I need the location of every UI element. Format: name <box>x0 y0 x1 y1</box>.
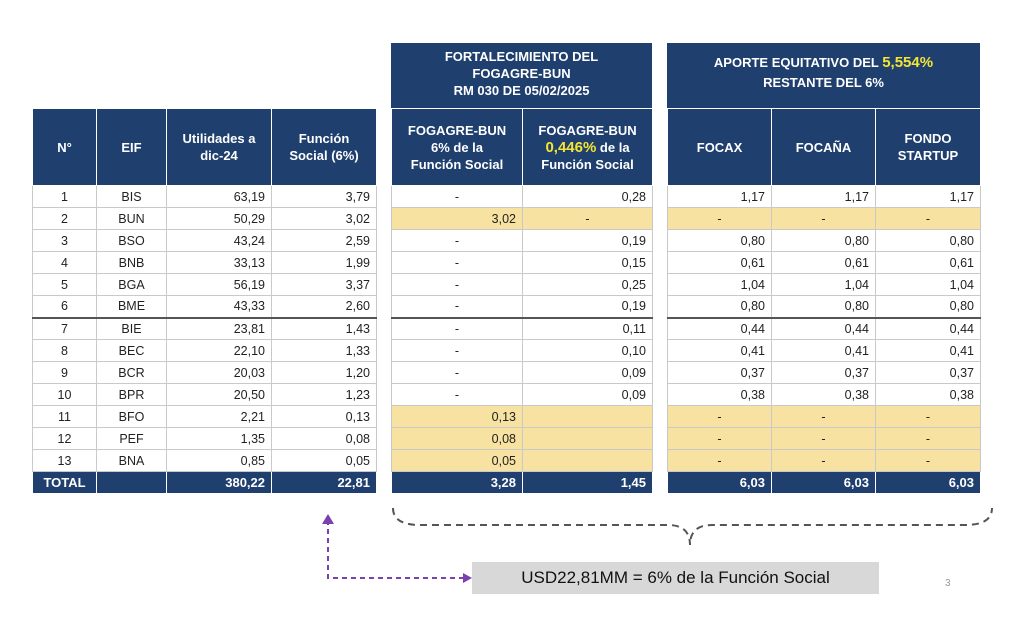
right-cell: 1,04 <box>876 274 981 296</box>
left-cell: PEF <box>97 428 167 450</box>
header-fondo-startup: FONDO STARTUP <box>876 109 981 186</box>
mid-cell: 0,13 <box>392 406 523 428</box>
left-cell: 0,85 <box>167 450 272 472</box>
right-cell: 1,04 <box>772 274 876 296</box>
right-title-accent: 5,554% <box>882 54 934 71</box>
right-cell: 0,80 <box>876 296 981 318</box>
left-cell: 9 <box>33 362 97 384</box>
left-cell: 22,10 <box>167 340 272 362</box>
mid-cell: 0,09 <box>523 362 653 384</box>
left-cell: BIS <box>97 186 167 208</box>
total-cell: 380,22 <box>167 472 272 494</box>
right-cell: 0,38 <box>772 384 876 406</box>
right-cell: 0,41 <box>668 340 772 362</box>
left-cell: 1,33 <box>272 340 377 362</box>
left-cell: 6 <box>33 296 97 318</box>
left-cell: 11 <box>33 406 97 428</box>
total-cell: 3,28 <box>392 472 523 494</box>
right-title-line2: RESTANTE DEL 6% <box>763 75 884 90</box>
left-cell: 12 <box>33 428 97 450</box>
mid-title-line2: FOGAGRE-BUN <box>472 66 571 81</box>
right-cell: - <box>772 208 876 230</box>
right-cell: - <box>876 450 981 472</box>
right-cell: - <box>668 428 772 450</box>
right-cell: 0,44 <box>772 318 876 340</box>
total-cell: 1,45 <box>523 472 653 494</box>
mid-cell: 0,19 <box>523 230 653 252</box>
mid-cell: 0,15 <box>523 252 653 274</box>
mid-col2-line3: Función Social <box>541 156 634 172</box>
mid-cell: 0,05 <box>392 450 523 472</box>
left-cell: 2,21 <box>167 406 272 428</box>
mid-cell: - <box>523 208 653 230</box>
mid-cell: - <box>392 186 523 208</box>
total-cell: TOTAL <box>33 472 97 494</box>
mid-cell: 0,11 <box>523 318 653 340</box>
page-number: 3 <box>945 578 951 589</box>
left-cell: 1,43 <box>272 318 377 340</box>
left-cell: 1,23 <box>272 384 377 406</box>
left-cell: 2,60 <box>272 296 377 318</box>
left-cell: 1,35 <box>167 428 272 450</box>
left-cell: 7 <box>33 318 97 340</box>
right-cell: 0,80 <box>876 230 981 252</box>
left-cell: 23,81 <box>167 318 272 340</box>
right-cell: - <box>772 450 876 472</box>
left-cell: 4 <box>33 252 97 274</box>
right-cell: 0,44 <box>876 318 981 340</box>
right-title-pre: APORTE EQUITATIVO DEL <box>713 55 883 70</box>
left-cell: BUN <box>97 208 167 230</box>
left-cell: BPR <box>97 384 167 406</box>
right-cell: - <box>876 406 981 428</box>
mid-cell: - <box>392 362 523 384</box>
right-cell: 0,41 <box>876 340 981 362</box>
left-cell: 0,08 <box>272 428 377 450</box>
mid-cell: 0,19 <box>523 296 653 318</box>
right-cell: - <box>668 450 772 472</box>
left-cell: 43,33 <box>167 296 272 318</box>
left-cell: 43,24 <box>167 230 272 252</box>
total-cell: 6,03 <box>772 472 876 494</box>
left-cell: 50,29 <box>167 208 272 230</box>
mid-title-line1: FORTALECIMIENTO DEL <box>444 49 599 64</box>
right-cell: - <box>668 208 772 230</box>
left-cell: 63,19 <box>167 186 272 208</box>
left-cell: 0,13 <box>272 406 377 428</box>
mid-cell: 0,10 <box>523 340 653 362</box>
left-cell: 20,03 <box>167 362 272 384</box>
right-cell: - <box>876 428 981 450</box>
right-cell: - <box>876 208 981 230</box>
mid-cell: 0,08 <box>392 428 523 450</box>
right-cell: 0,80 <box>772 296 876 318</box>
right-cell: 0,44 <box>668 318 772 340</box>
right-cell: 0,37 <box>668 362 772 384</box>
callout-box: USD22,81MM = 6% de la Función Social <box>472 562 879 594</box>
header-no: N° <box>33 109 97 186</box>
mid-cell: - <box>392 230 523 252</box>
left-cell: BFO <box>97 406 167 428</box>
right-cell: 0,80 <box>772 230 876 252</box>
mid-cell: - <box>392 340 523 362</box>
total-cell: 6,03 <box>668 472 772 494</box>
right-cell: 0,61 <box>772 252 876 274</box>
mid-cell: - <box>392 296 523 318</box>
right-cell: 0,38 <box>668 384 772 406</box>
arrow-line <box>328 520 470 578</box>
mid-col2-accent: 0,446% <box>545 138 597 156</box>
left-cell: 33,13 <box>167 252 272 274</box>
right-cell: 1,17 <box>772 186 876 208</box>
mid-cell: - <box>392 384 523 406</box>
mid-col1-line2: 6% de la <box>430 139 484 155</box>
right-cell: 0,37 <box>876 362 981 384</box>
right-cell: - <box>772 428 876 450</box>
header-focax: FOCAX <box>668 109 772 186</box>
header-eif: EIF <box>97 109 167 186</box>
left-cell: 8 <box>33 340 97 362</box>
left-cell: 1,20 <box>272 362 377 384</box>
mid-col1-line3: Función Social <box>410 156 504 172</box>
left-cell: 3,37 <box>272 274 377 296</box>
curly-brace <box>393 508 992 545</box>
left-cell: 13 <box>33 450 97 472</box>
right-cell: 0,38 <box>876 384 981 406</box>
right-cell: 0,41 <box>772 340 876 362</box>
mid-col1-line1: FOGAGRE-BUN <box>407 122 507 138</box>
right-cell: 1,17 <box>668 186 772 208</box>
right-cell: 0,80 <box>668 296 772 318</box>
mid-col2-line1: FOGAGRE-BUN <box>538 122 637 138</box>
mid-cell: 0,09 <box>523 384 653 406</box>
total-cell: 6,03 <box>876 472 981 494</box>
left-cell: BNB <box>97 252 167 274</box>
left-cell: 3,79 <box>272 186 377 208</box>
right-cell: 0,61 <box>876 252 981 274</box>
left-cell: BSO <box>97 230 167 252</box>
right-cell: - <box>772 406 876 428</box>
header-funcion-social: Función Social (6%) <box>272 109 377 186</box>
left-cell: 56,19 <box>167 274 272 296</box>
mid-cell: 0,28 <box>523 186 653 208</box>
left-cell: 0,05 <box>272 450 377 472</box>
mid-cell: - <box>392 318 523 340</box>
mid-cell: - <box>392 274 523 296</box>
mid-cell: 0,25 <box>523 274 653 296</box>
right-cell: 0,61 <box>668 252 772 274</box>
left-cell: BME <box>97 296 167 318</box>
arrow-head-up-icon <box>322 514 334 524</box>
right-cell: 1,17 <box>876 186 981 208</box>
total-cell: 22,81 <box>272 472 377 494</box>
left-cell: BEC <box>97 340 167 362</box>
left-cell: 5 <box>33 274 97 296</box>
left-cell: BGA <box>97 274 167 296</box>
left-cell: BNA <box>97 450 167 472</box>
left-cell: 2 <box>33 208 97 230</box>
left-cell: 10 <box>33 384 97 406</box>
mid-cell: 3,02 <box>392 208 523 230</box>
right-cell: 0,80 <box>668 230 772 252</box>
header-focana: FOCAÑA <box>772 109 876 186</box>
left-cell: 3 <box>33 230 97 252</box>
right-cell: 1,04 <box>668 274 772 296</box>
left-cell: 1,99 <box>272 252 377 274</box>
left-cell: 1 <box>33 186 97 208</box>
arrow-head-right-icon <box>463 573 472 583</box>
left-cell: 20,50 <box>167 384 272 406</box>
mid-col2-rest: de la <box>596 139 630 155</box>
mid-cell: - <box>392 252 523 274</box>
right-cell: 0,37 <box>772 362 876 384</box>
header-utilidades: Utilidades a dic-24 <box>167 109 272 186</box>
mid-title-line3: RM 030 DE 05/02/2025 <box>453 83 590 98</box>
left-cell: 3,02 <box>272 208 377 230</box>
right-cell: - <box>668 406 772 428</box>
left-cell: BIE <box>97 318 167 340</box>
left-cell: BCR <box>97 362 167 384</box>
left-cell: 2,59 <box>272 230 377 252</box>
